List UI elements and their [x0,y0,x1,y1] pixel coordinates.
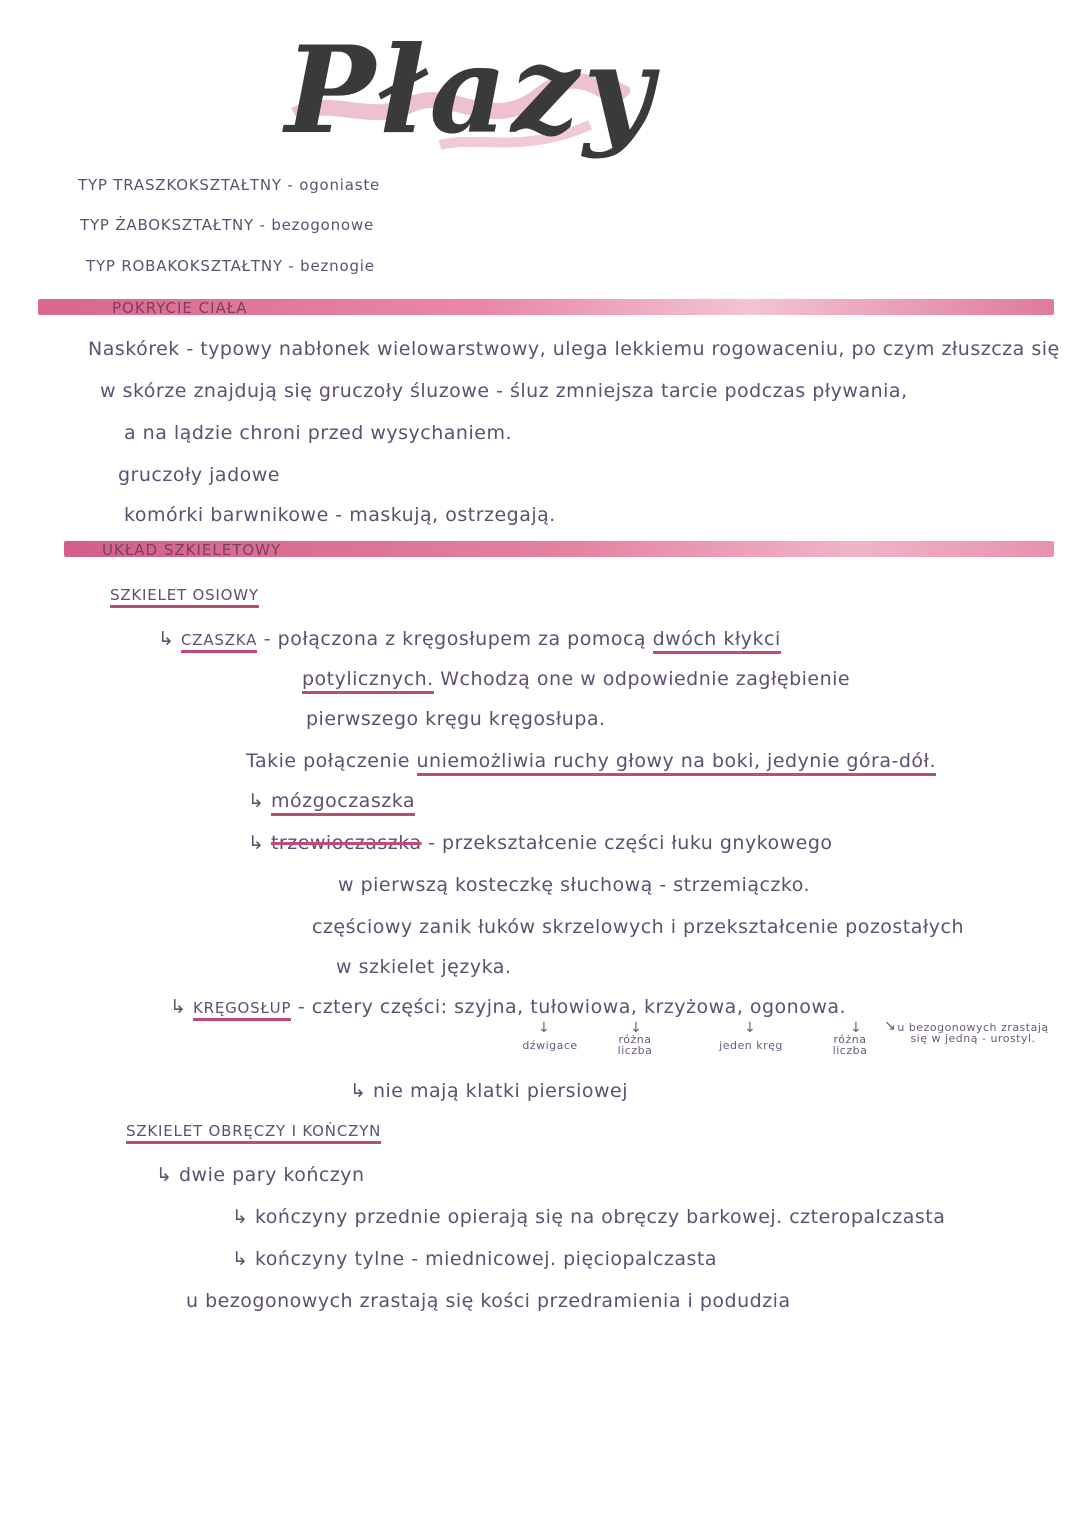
skin-line-5: komórki barwnikowe - maskują, ostrzegają. [124,504,556,526]
note-krzyzowa: jeden kręg [719,1039,783,1052]
down-arrow-icon: ↓ [630,1020,642,1036]
trzewioczaszka-text-3: częściowy zanik łuków skrzelowych i przekształcenie pozostałych [312,916,965,938]
trzewioczaszka-label: trzewioczaszka [270,832,422,854]
trzewioczaszka-text-2: w pierwszą kosteczkę słuchową - strzemiączko. [338,874,811,896]
limbs-row-3 [232,1248,717,1270]
limbs-row-2 [232,1206,945,1228]
kregoslup-text: - cztery części: szyjna, tułowiowa, krzyżowa, ogonowa. [297,996,847,1018]
section-heading-pokrycie: POKRYCIE CIAŁA [112,299,248,317]
limbs-text-3: kończyny tylne - miednicowej. pięciopalczasta [254,1248,718,1270]
czaszka-text-3: pierwszego kręgu kręgosłupa. [306,708,606,730]
trzewioczaszka-text-4: w szkielet języka. [336,956,512,978]
bullet-arrow-icon: ↳ [170,996,187,1018]
kregoslup-label: KRĘGOSŁUP [193,999,291,1021]
note-szyjna: dźwigace [522,1039,578,1052]
takie-highlight: uniemożliwia ruchy głowy na boki, jedynie góra-dół. [417,750,936,776]
section-heading-szkielet: UKŁAD SZKIELETOWY [102,541,282,559]
skin-line-2: w skórze znajdują się gruczoły śluzowe - śluz zmniejsza tarcie podczas pływania, [100,380,908,402]
bullet-arrow-icon: ↳ [232,1206,249,1228]
right-arrow-icon: ↘ [884,1018,896,1034]
skin-line-4: gruczoły jadowe [118,464,280,486]
axial-skeleton-heading: SZKIELET OSIOWY [110,586,259,608]
klatka-text: nie mają klatki piersiowej [372,1080,628,1102]
note-tulowiowa: różna liczba [617,1033,653,1057]
bullet-arrow-icon: ↳ [248,832,265,854]
down-arrow-icon: ↓ [850,1020,862,1036]
kregoslup-row [170,996,846,1018]
trzewioczaszka-row [248,832,833,854]
note-ogonowa: różna liczba [832,1033,868,1057]
bullet-arrow-icon: ↳ [232,1248,249,1270]
down-arrow-icon: ↓ [538,1020,550,1036]
czaszka-highlight-2: potylicznych. [302,668,434,694]
bullet-arrow-icon: ↳ [158,628,175,650]
skin-line-1: Naskórek - typowy nabłonek wielowarstwowy, ulega lekkiemu rogowaceniu, po czym złuszcza się [88,338,1060,360]
limbs-text-1: dwie pary kończyn [178,1164,365,1186]
takie-text: Takie połączenie [246,750,410,772]
czaszka-text-2: Wchodzą one w odpowiednie zagłębienie [440,668,851,690]
skin-line-3: a na lądzie chroni przed wysychaniem. [124,422,512,444]
note-urostyl: u bezogonowych zrastają się w jedną - urostyl. [897,1021,1049,1045]
page-title: Płazy [285,20,658,161]
klatka-row [350,1080,628,1102]
czaszka-highlight-1: dwóch kłykci [653,628,781,654]
takie-row [246,750,936,772]
limbs-text-2: kończyny przednie opierają się na obręczy barkowej. czteropalczasta [254,1206,946,1228]
czaszka-row [158,628,781,650]
type-line-2: TYP ŻABOKSZTAŁTNY - bezogonowe [80,216,375,234]
type-line-3: TYP ROBAKOKSZTAŁTNY - beznogie [86,257,375,275]
bullet-arrow-icon: ↳ [156,1164,173,1186]
down-arrow-icon: ↓ [744,1020,756,1036]
limbs-skeleton-heading: SZKIELET OBRĘCZY I KOŃCZYN [126,1122,381,1144]
czaszka-text-1: - połączona z kręgosłupem za pomocą [263,628,647,650]
czaszka-label: CZASZKA [181,631,257,653]
limbs-text-4: u bezogonowych zrastają się kości przedramienia i podudzia [186,1290,791,1312]
trzewioczaszka-text-1: - przekształcenie części łuku gnykowego [428,832,833,854]
limbs-row-1 [156,1164,365,1186]
bullet-arrow-icon: ↳ [350,1080,367,1102]
bullet-arrow-icon: ↳ [248,790,265,812]
czaszka-row-2 [302,668,850,690]
mozgoczaszka-row [248,790,415,812]
mozgoczaszka-label: mózgoczaszka [271,790,415,816]
type-line-1: TYP TRASZKOKSZTAŁTNY - ogoniaste [78,176,381,194]
